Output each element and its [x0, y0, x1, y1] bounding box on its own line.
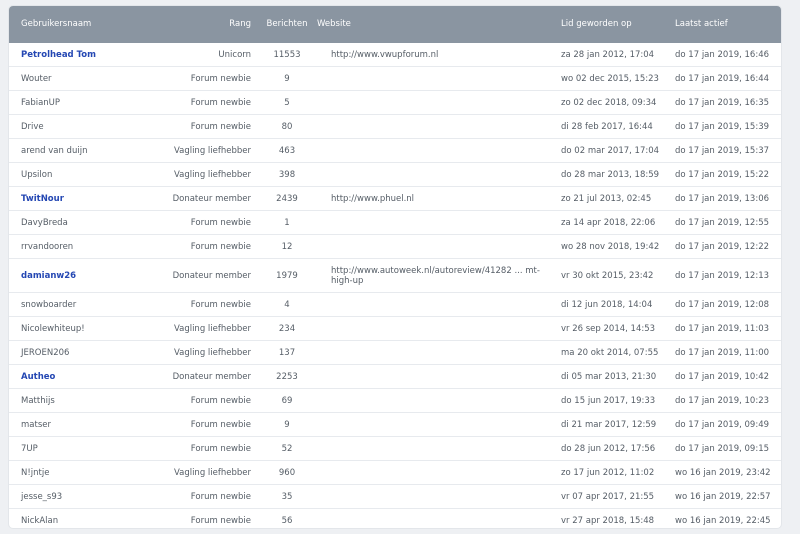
table-row — [9, 293, 781, 317]
col-header-posts[interactable]: Berichten — [257, 6, 317, 43]
cell-website — [317, 389, 553, 413]
cell-rank: Forum newbie — [139, 211, 257, 235]
cell-rank: Forum newbie — [139, 437, 257, 461]
cell-username — [9, 461, 139, 485]
table-row — [9, 509, 781, 529]
cell-rank: Forum newbie — [139, 67, 257, 91]
table-row — [9, 139, 781, 163]
cell-rank: Forum newbie — [139, 115, 257, 139]
cell-posts: 11553 — [257, 43, 317, 67]
cell-username — [9, 115, 139, 139]
cell-rank: Vagling liefhebber — [139, 341, 257, 365]
username-link[interactable]: TwitNour — [21, 193, 64, 204]
cell-last-active: do 17 jan 2019, 15:37 — [669, 139, 781, 163]
table-row — [9, 461, 781, 485]
cell-website — [317, 91, 553, 115]
username-link[interactable]: 7UP — [21, 443, 38, 454]
cell-username — [9, 91, 139, 115]
cell-website — [317, 413, 553, 437]
cell-posts: 12 — [257, 235, 317, 259]
cell-posts: 398 — [257, 163, 317, 187]
cell-username — [9, 317, 139, 341]
table-row — [9, 317, 781, 341]
cell-last-active: do 17 jan 2019, 15:39 — [669, 115, 781, 139]
table-row — [9, 341, 781, 365]
cell-rank: Donateur member — [139, 259, 257, 293]
username-link[interactable]: FabianUP — [21, 97, 61, 108]
username-link[interactable]: jesse_s93 — [21, 491, 63, 502]
table-row — [9, 115, 781, 139]
username-link[interactable]: Autheo — [21, 371, 56, 382]
table-row — [9, 259, 781, 293]
cell-joined: vr 07 apr 2017, 21:55 — [553, 485, 669, 509]
cell-last-active: do 17 jan 2019, 13:06 — [669, 187, 781, 211]
cell-rank: Vagling liefhebber — [139, 163, 257, 187]
cell-last-active: do 17 jan 2019, 12:08 — [669, 293, 781, 317]
cell-rank: Donateur member — [139, 365, 257, 389]
cell-rank: Forum newbie — [139, 235, 257, 259]
cell-rank: Vagling liefhebber — [139, 461, 257, 485]
cell-joined: do 15 jun 2017, 19:33 — [553, 389, 669, 413]
cell-username — [9, 485, 139, 509]
col-header-username[interactable]: Gebruikersnaam — [9, 6, 139, 43]
cell-joined: zo 17 jun 2012, 11:02 — [553, 461, 669, 485]
cell-username — [9, 437, 139, 461]
cell-posts: 52 — [257, 437, 317, 461]
username-link[interactable]: damianw26 — [21, 270, 77, 281]
cell-username — [9, 365, 139, 389]
username-link[interactable]: snowboarder — [21, 299, 77, 310]
cell-posts: 4 — [257, 293, 317, 317]
table-row — [9, 413, 781, 437]
cell-last-active: do 17 jan 2019, 09:15 — [669, 437, 781, 461]
cell-posts: 9 — [257, 413, 317, 437]
table-row — [9, 43, 781, 67]
table-row — [9, 91, 781, 115]
table-row — [9, 163, 781, 187]
table-row — [9, 365, 781, 389]
memberlist-body — [9, 43, 781, 528]
cell-website — [317, 67, 553, 91]
cell-username — [9, 413, 139, 437]
cell-last-active: wo 16 jan 2019, 22:57 — [669, 485, 781, 509]
cell-posts: 1 — [257, 211, 317, 235]
cell-joined: di 28 feb 2017, 16:44 — [553, 115, 669, 139]
cell-joined: vr 26 sep 2014, 14:53 — [553, 317, 669, 341]
cell-posts: 960 — [257, 461, 317, 485]
cell-username — [9, 67, 139, 91]
cell-posts: 69 — [257, 389, 317, 413]
username-link[interactable]: Upsilon — [21, 169, 53, 180]
cell-username — [9, 389, 139, 413]
cell-website — [317, 341, 553, 365]
cell-website — [317, 211, 553, 235]
username-link[interactable]: Matthijs — [21, 395, 55, 406]
username-link[interactable]: Wouter — [21, 73, 52, 84]
cell-last-active: do 17 jan 2019, 10:23 — [669, 389, 781, 413]
cell-last-active: do 17 jan 2019, 11:03 — [669, 317, 781, 341]
cell-rank: Unicorn — [139, 43, 257, 67]
cell-joined: za 28 jan 2012, 17:04 — [553, 43, 669, 67]
username-link[interactable]: NickAlan — [21, 515, 59, 526]
cell-website — [317, 139, 553, 163]
col-header-last-active[interactable]: Laatst actief — [669, 6, 781, 43]
table-row — [9, 389, 781, 413]
cell-joined: zo 21 jul 2013, 02:45 — [553, 187, 669, 211]
cell-username — [9, 259, 139, 293]
cell-last-active: do 17 jan 2019, 15:22 — [669, 163, 781, 187]
cell-last-active: do 17 jan 2019, 16:44 — [669, 67, 781, 91]
username-link[interactable]: Petrolhead Tom — [21, 49, 96, 60]
cell-username — [9, 43, 139, 67]
cell-joined: di 12 jun 2018, 14:04 — [553, 293, 669, 317]
cell-website — [317, 317, 553, 341]
cell-website — [317, 293, 553, 317]
col-header-website[interactable]: Website — [317, 6, 553, 43]
cell-posts: 463 — [257, 139, 317, 163]
cell-website — [317, 437, 553, 461]
cell-joined: do 02 mar 2017, 17:04 — [553, 139, 669, 163]
cell-rank: Vagling liefhebber — [139, 139, 257, 163]
cell-last-active: wo 16 jan 2019, 23:42 — [669, 461, 781, 485]
cell-joined: zo 02 dec 2018, 09:34 — [553, 91, 669, 115]
cell-last-active: do 17 jan 2019, 16:35 — [669, 91, 781, 115]
cell-posts: 137 — [257, 341, 317, 365]
table-row — [9, 485, 781, 509]
cell-posts: 9 — [257, 67, 317, 91]
cell-posts: 2439 — [257, 187, 317, 211]
cell-website — [317, 43, 553, 67]
cell-joined: di 21 mar 2017, 12:59 — [553, 413, 669, 437]
table-header-row — [9, 6, 781, 43]
username-link[interactable]: JEROEN206 — [21, 347, 70, 358]
website-link[interactable]: http://www.vwupforum.nl — [331, 49, 439, 60]
website-link[interactable]: http://www.autoweek.nl/autoreview/41282 ... mt-high-up — [331, 265, 540, 286]
website-link[interactable]: http://www.phuel.nl — [331, 193, 415, 204]
cell-website — [317, 461, 553, 485]
cell-rank: Vagling liefhebber — [139, 317, 257, 341]
memberlist-table — [9, 6, 781, 528]
cell-last-active: do 17 jan 2019, 16:46 — [669, 43, 781, 67]
cell-username — [9, 163, 139, 187]
cell-rank: Forum newbie — [139, 413, 257, 437]
cell-last-active: do 17 jan 2019, 12:22 — [669, 235, 781, 259]
username-link[interactable]: rrvandooren — [21, 241, 74, 252]
cell-last-active: do 17 jan 2019, 10:42 — [669, 365, 781, 389]
cell-username — [9, 509, 139, 529]
cell-posts: 56 — [281, 515, 293, 526]
cell-rank: Forum newbie — [139, 389, 257, 413]
cell-last-active: do 17 jan 2019, 09:49 — [669, 413, 781, 437]
cell-rank: Forum newbie — [139, 485, 257, 509]
cell-username — [9, 139, 139, 163]
cell-username — [9, 235, 139, 259]
cell-joined: do 28 mar 2013, 18:59 — [553, 163, 669, 187]
cell-username — [9, 341, 139, 365]
cell-posts: 2253 — [257, 365, 317, 389]
cell-joined: wo 02 dec 2015, 15:23 — [553, 67, 669, 91]
username-link[interactable]: Nicolewhiteup! — [21, 323, 85, 334]
cell-joined: za 14 apr 2018, 22:06 — [553, 211, 669, 235]
table-row — [9, 235, 781, 259]
cell-website — [317, 259, 553, 293]
cell-posts: 80 — [257, 115, 317, 139]
cell-website — [317, 485, 553, 509]
cell-rank: Forum newbie — [139, 293, 257, 317]
username-link[interactable]: arend van duijn — [21, 145, 88, 156]
table-row — [9, 437, 781, 461]
cell-website — [317, 365, 553, 389]
cell-posts: 1979 — [257, 259, 317, 293]
cell-last-active: wo 16 jan 2019, 22:45 — [675, 515, 771, 526]
cell-rank: Donateur member — [139, 187, 257, 211]
cell-username — [9, 187, 139, 211]
cell-username — [9, 293, 139, 317]
memberlist-panel — [9, 6, 781, 528]
cell-last-active: do 17 jan 2019, 12:55 — [669, 211, 781, 235]
cell-rank: Forum newbie — [190, 515, 251, 526]
username-link[interactable]: DavyBreda — [21, 217, 68, 228]
table-row — [9, 211, 781, 235]
cell-joined: vr 27 apr 2018, 15:48 — [561, 515, 655, 526]
cell-last-active: do 17 jan 2019, 12:13 — [669, 259, 781, 293]
cell-website — [317, 115, 553, 139]
username-link[interactable]: matser — [21, 419, 51, 430]
cell-posts: 5 — [257, 91, 317, 115]
cell-rank: Forum newbie — [139, 91, 257, 115]
username-link[interactable]: Drive — [21, 121, 44, 132]
cell-username — [9, 211, 139, 235]
cell-joined: do 28 jun 2012, 17:56 — [553, 437, 669, 461]
username-link[interactable]: N!jntje — [21, 467, 50, 478]
table-row — [9, 187, 781, 211]
cell-joined: vr 30 okt 2015, 23:42 — [553, 259, 669, 293]
cell-posts: 234 — [257, 317, 317, 341]
cell-joined: wo 28 nov 2018, 19:42 — [553, 235, 669, 259]
col-header-rank[interactable]: Rang — [139, 6, 257, 43]
cell-last-active: do 17 jan 2019, 11:00 — [669, 341, 781, 365]
cell-website — [317, 509, 553, 529]
cell-joined: di 05 mar 2013, 21:30 — [553, 365, 669, 389]
cell-website — [317, 187, 553, 211]
col-header-joined[interactable]: Lid geworden op — [553, 6, 669, 43]
cell-website — [317, 163, 553, 187]
cell-joined: ma 20 okt 2014, 07:55 — [553, 341, 669, 365]
cell-website — [317, 235, 553, 259]
cell-posts: 35 — [257, 485, 317, 509]
table-row — [9, 67, 781, 91]
